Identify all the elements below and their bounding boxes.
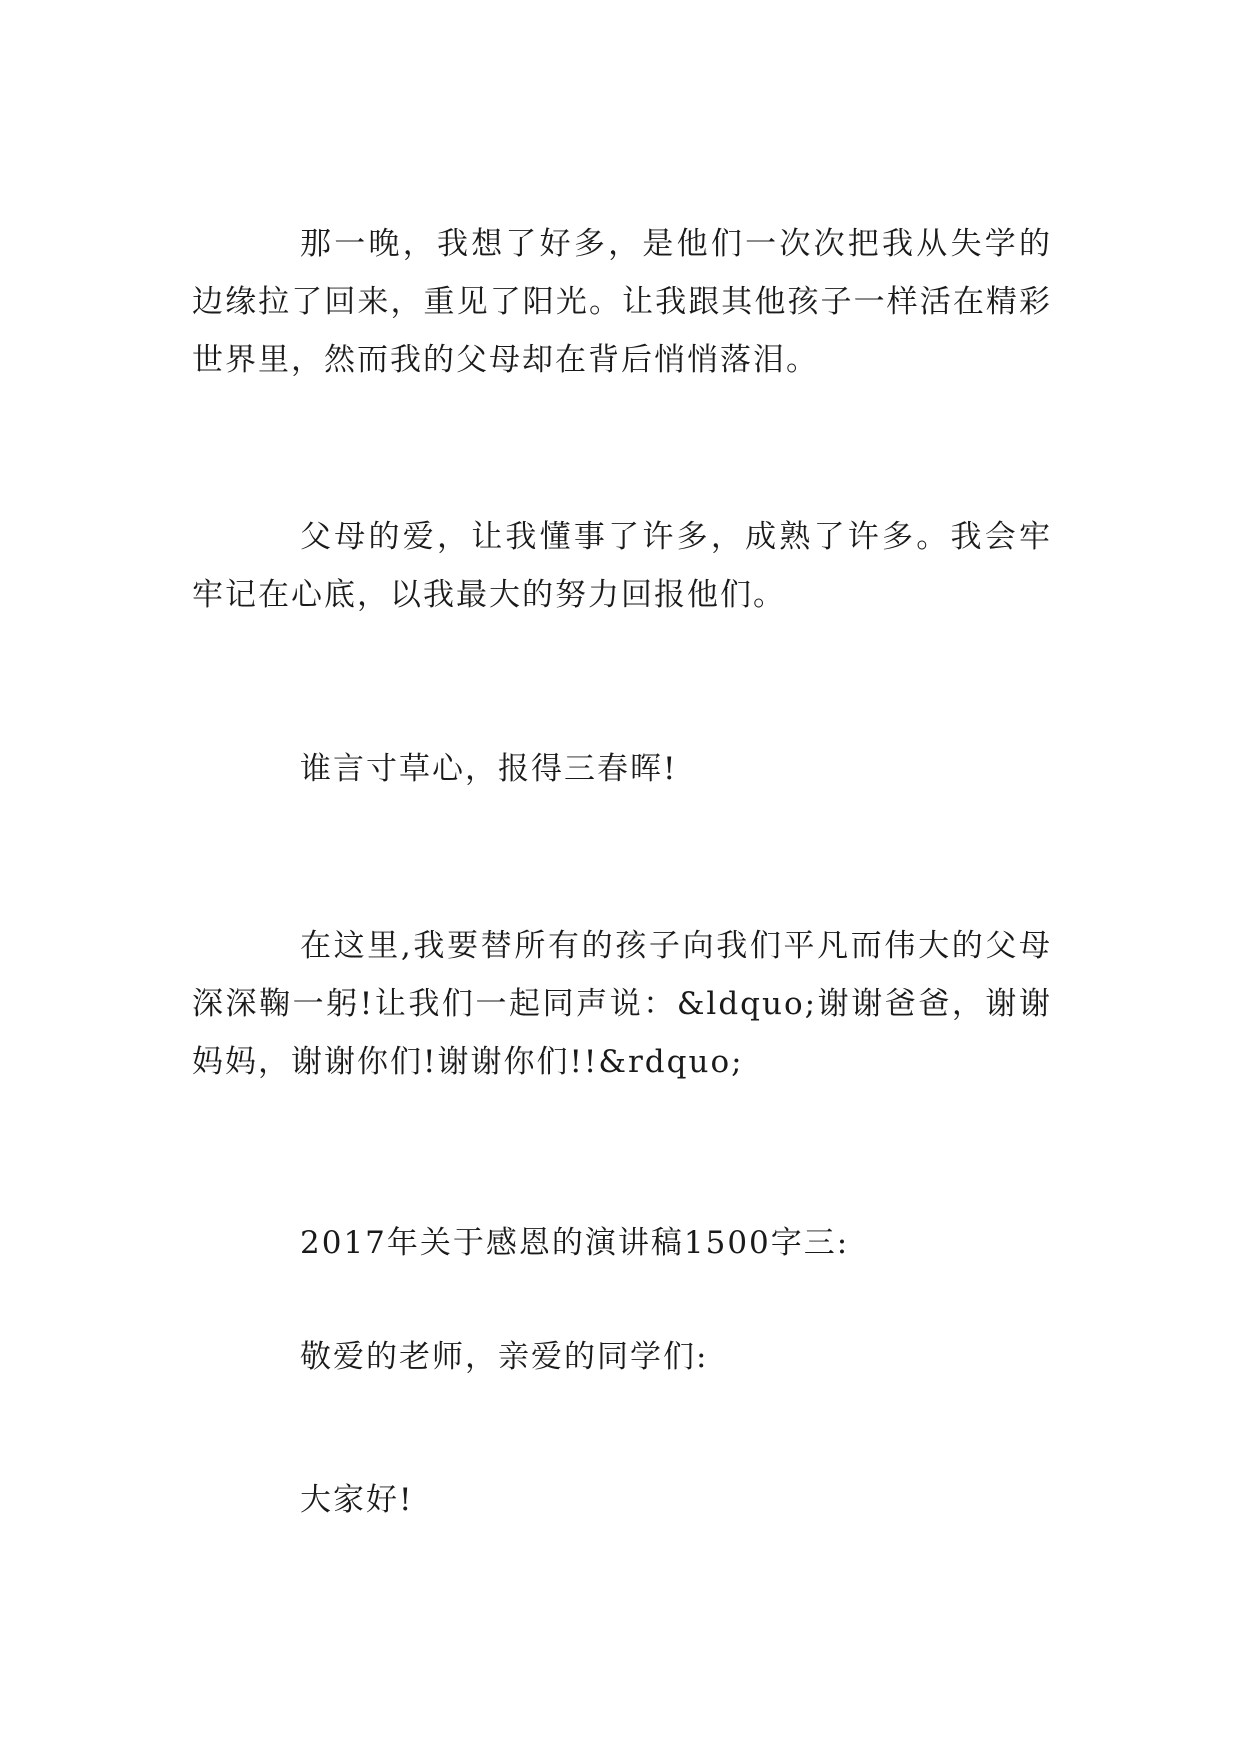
paragraph: 在这里,我要替所有的孩子向我们平凡而伟大的父母深深鞠一躬!让我们一起同声说：&ldquo;谢谢爸爸，谢谢妈妈，谢谢你们!谢谢你们!!&rdquo;: [192, 928, 1052, 1080]
paragraph: 那一晚，我想了好多，是他们一次次把我从失学的边缘拉了回来，重见了阳光。让我跟其他孩子一样活在精彩世界里，然而我的父母却在背后悄悄落泪。: [192, 226, 1052, 378]
salutation: 敬爱的老师，亲爱的同学们:: [300, 1339, 709, 1375]
paragraph: 父母的爱，让我懂事了许多，成熟了许多。我会牢牢记在心底，以我最大的努力回报他们。: [192, 519, 1052, 613]
section-heading: 2017年关于感恩的演讲稿1500字三:: [300, 1225, 850, 1261]
paragraph: 谁言寸草心，报得三春晖!: [300, 751, 678, 787]
greeting: 大家好!: [300, 1482, 414, 1518]
